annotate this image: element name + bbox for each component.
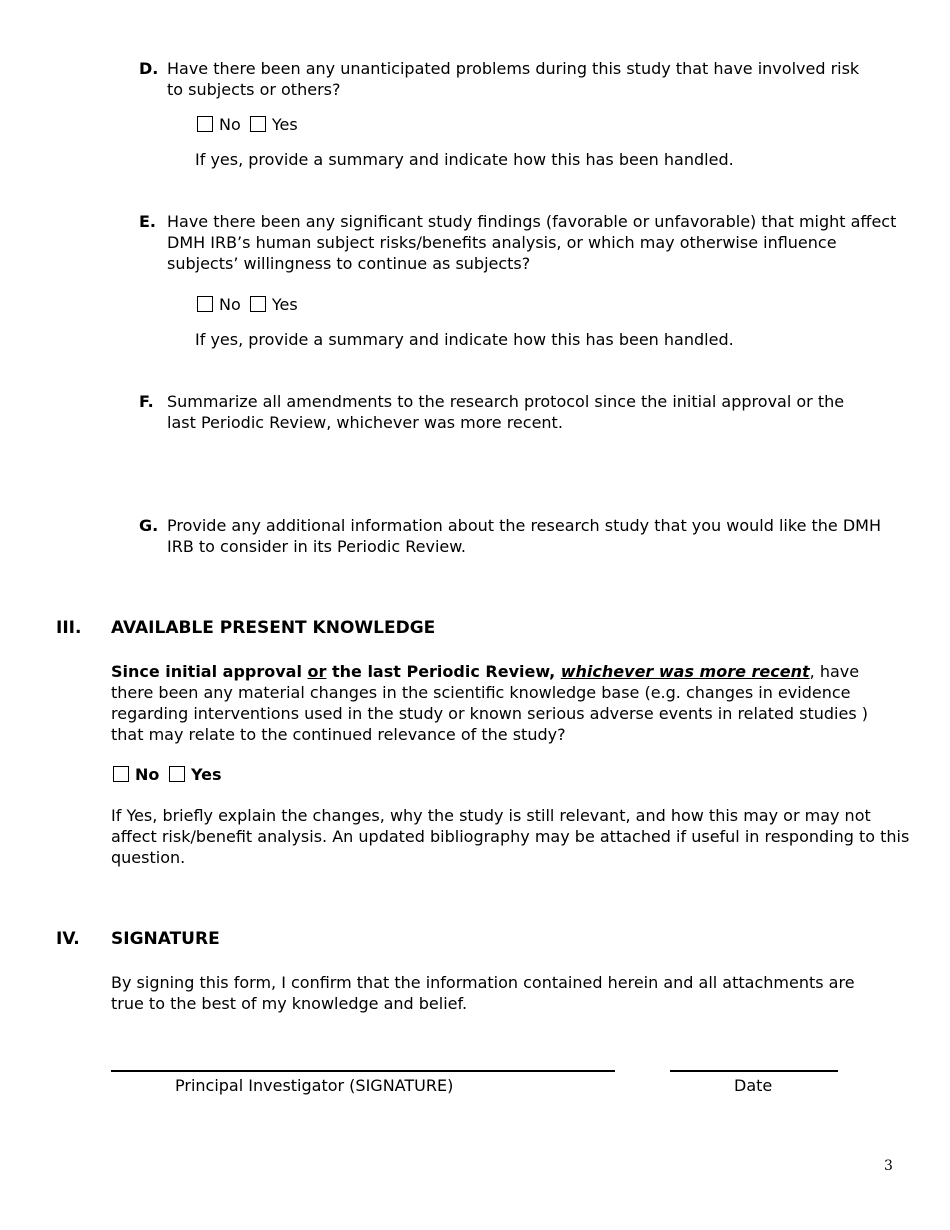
section-3-no-label: No [135,765,160,784]
section-3-yes-label: Yes [190,765,222,784]
signature-line[interactable] [111,1070,615,1072]
question-d-no-checkbox[interactable] [197,116,213,132]
section-4-numeral: IV. [56,929,80,949]
section-3-intro-emphasis: whichever was more recent [560,662,810,681]
question-d-yes-checkbox[interactable] [250,116,266,132]
question-d-yes-label: Yes [271,115,298,134]
section-3-intro-bold-a: Since initial approval [111,662,308,681]
question-e-no-checkbox[interactable] [197,296,213,312]
question-f-text: Summarize all amendments to the research protocol since the initial approval or the last Periodic Review, whichever was more recent. [167,392,845,432]
question-e-no-label: No [219,295,241,314]
question-e-text: Have there been any significant study findings (favorable or unfavorable) that might affect DMH IRB’s human subject risks/benefits analysis, or which may otherwise influence subjects’ willingness to continue as subjects? [167,212,897,273]
section-4-text: By signing this form, I confirm that the information contained herein and all attachments are true to the best of my knowledge and belief. [111,973,855,1013]
question-d-no-label: No [219,115,241,134]
section-3-intro-or: or [307,662,327,681]
question-f-letter: F. [139,392,154,411]
question-e-yes-checkbox[interactable] [250,296,266,312]
section-3-intro-bold-b: the last Periodic Review, [326,662,561,681]
section-3-followup: If Yes, briefly explain the changes, why the study is still relevant, and how this may or may not affect risk/benefit analysis. An updated bibliography may be attached if useful in responding to this question. [111,806,910,867]
question-e-letter: E. [139,212,157,231]
page-number: 3 [884,1158,893,1174]
question-d-options [197,114,302,135]
section-3-intro [111,661,896,745]
section-3-options [113,764,225,785]
signature-label: Principal Investigator (SIGNATURE) [175,1076,454,1095]
question-e-followup: If yes, provide a summary and indicate how this has been handled. [195,330,734,349]
section-3-numeral: III. [56,618,82,638]
section-3-no-checkbox[interactable] [113,766,129,782]
section-3-title: AVAILABLE PRESENT KNOWLEDGE [111,618,436,638]
section-3-intro-rest: , have there been any material changes in the scientific knowledge base (e.g. changes in evidence regarding interventions used in the study or known serious adverse events in related studies ) that may relate to the continued relevance of the study? [111,662,868,744]
question-d-followup: If yes, provide a summary and indicate how this has been handled. [195,150,734,169]
question-e-options [197,294,302,315]
section-4-title: SIGNATURE [111,929,220,949]
section-3-yes-checkbox[interactable] [169,766,185,782]
date-line[interactable] [670,1070,838,1072]
question-g-text: Provide any additional information about the research study that you would like the DMH IRB to consider in its Periodic Review. [167,516,881,556]
question-d-text: Have there been any unanticipated problems during this study that have involved risk to subjects or others? [167,59,860,99]
question-d-letter: D. [139,59,159,78]
date-label: Date [734,1076,773,1095]
question-e-yes-label: Yes [271,295,298,314]
question-g-letter: G. [139,516,159,535]
